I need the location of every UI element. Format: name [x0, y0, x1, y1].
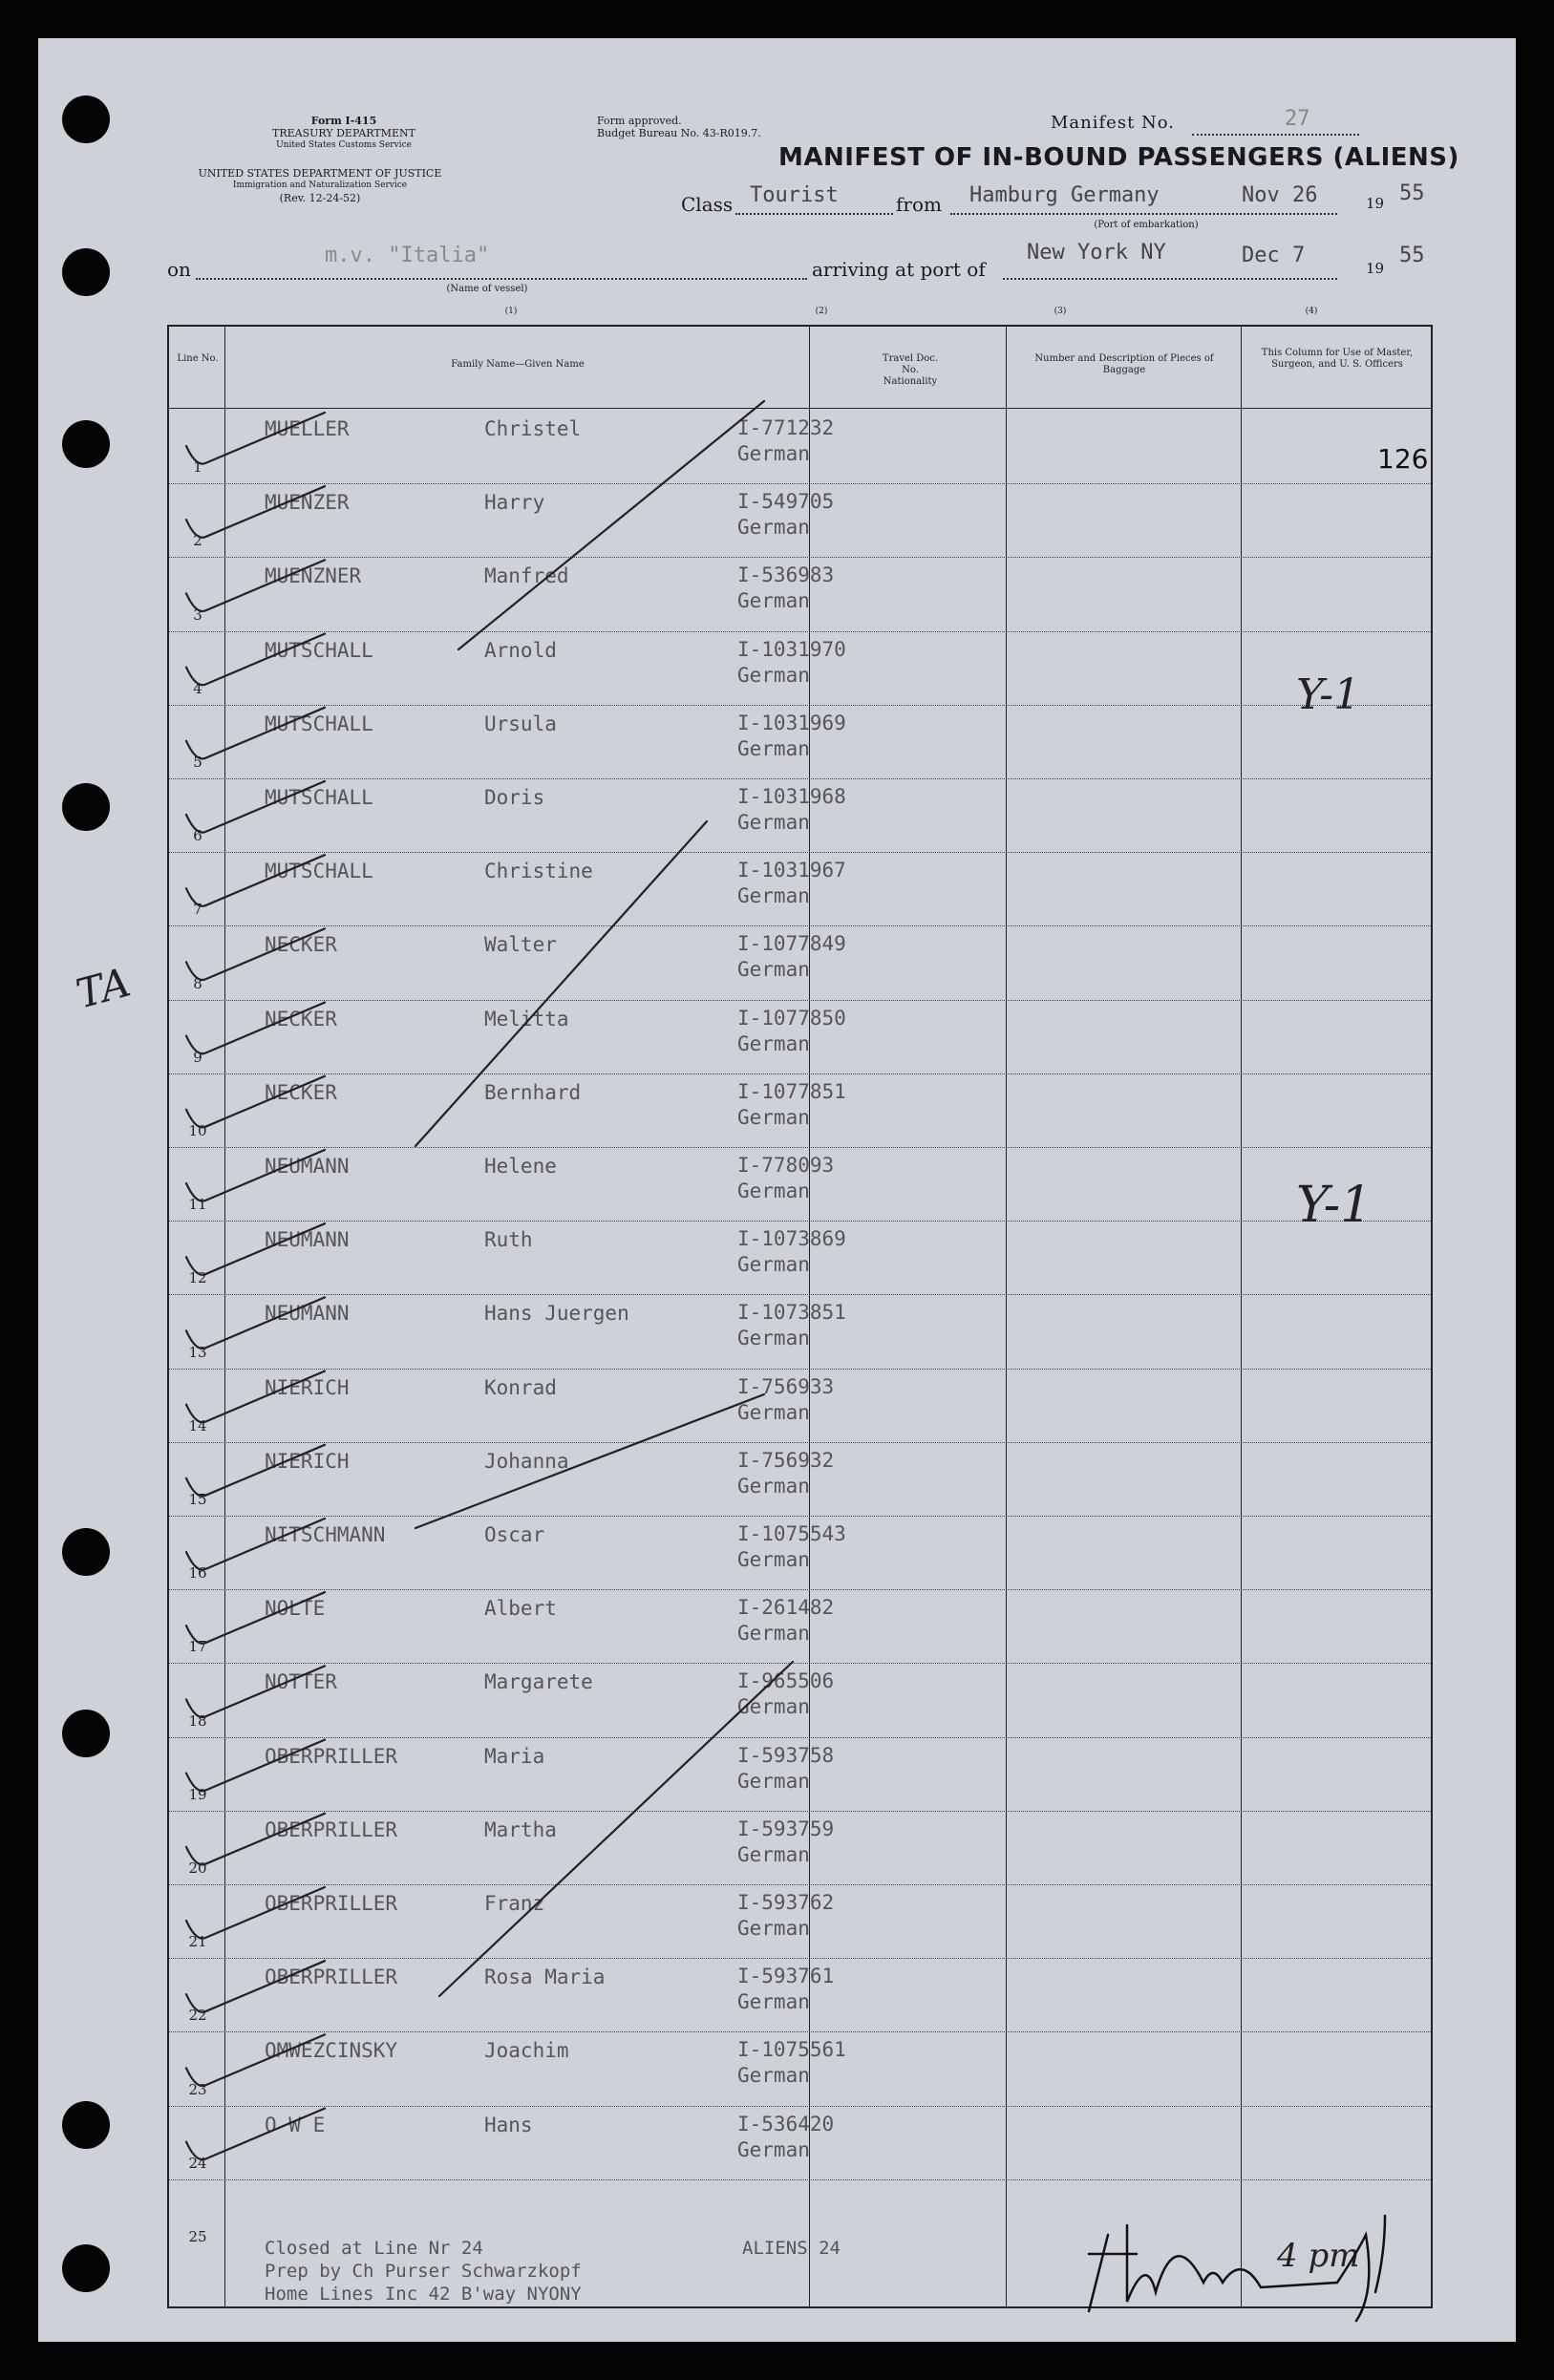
travel-doc-cell	[737, 784, 846, 836]
travel-doc-cell	[737, 931, 846, 983]
from-port-value: Hamburg Germany	[969, 183, 1160, 207]
col-header-name: Family Name—Given Name	[451, 359, 585, 370]
table-row	[169, 1369, 1431, 1442]
line-number: 19	[188, 1785, 207, 1803]
travel-doc-cell	[737, 489, 834, 541]
given-name: Doris	[484, 786, 545, 809]
class-line	[735, 213, 893, 215]
officer-total-count: 126	[1377, 443, 1429, 475]
table-row	[169, 1811, 1431, 1884]
line-number: 2	[193, 532, 202, 550]
travel-doc-cell	[737, 711, 846, 762]
table-row	[169, 1663, 1431, 1736]
family-name: NEUMANN	[265, 1155, 350, 1178]
nationality: German	[737, 1474, 810, 1498]
aliens-total: ALIENS 24	[742, 2238, 841, 2259]
given-name: Christel	[484, 417, 582, 440]
form-approval	[597, 115, 761, 139]
nationality: German	[737, 1548, 810, 1571]
travel-doc-number: I-593761	[737, 1965, 835, 1988]
table-row	[169, 852, 1431, 925]
family-name: OBERPRILLER	[265, 1966, 398, 1989]
form-header-left	[239, 115, 449, 152]
row-divider	[169, 1442, 1431, 1443]
family-name: NIERICH	[265, 1449, 350, 1473]
family-name: O W E	[265, 2113, 326, 2136]
given-name: Ursula	[484, 712, 557, 735]
row-divider	[169, 1516, 1431, 1517]
travel-doc-number: I-1075543	[737, 1522, 846, 1545]
given-name: Martha	[484, 1817, 557, 1841]
family-name: NECKER	[265, 933, 337, 957]
punch-hole	[62, 1710, 110, 1757]
given-name: Harry	[484, 491, 545, 515]
travel-doc-number: I-1073851	[737, 1301, 846, 1325]
travel-doc-number: I-778093	[737, 1154, 835, 1177]
row-divider	[169, 1663, 1431, 1664]
table-row	[169, 2031, 1431, 2105]
travel-doc-number: I-1031967	[737, 859, 846, 882]
line-number: 9	[193, 1048, 202, 1066]
family-name: NOLTE	[265, 1597, 326, 1621]
given-name: Manfred	[484, 564, 569, 588]
travel-doc-cell	[737, 1521, 846, 1573]
travel-doc-number: I-549705	[737, 490, 835, 514]
travel-doc-cell	[737, 1153, 834, 1204]
from-year-value: 55	[1399, 181, 1425, 205]
row-divider	[169, 778, 1431, 779]
family-name: NECKER	[265, 1080, 337, 1104]
col-num-4: (4)	[1305, 307, 1318, 316]
travel-doc-cell	[737, 1079, 846, 1131]
nationality: German	[737, 1622, 810, 1646]
travel-doc-number: I-756933	[737, 1374, 835, 1398]
travel-doc-number: I-536420	[737, 2112, 835, 2136]
line-number: 5	[193, 753, 202, 771]
travel-doc-number: I-1077851	[737, 1079, 846, 1103]
punch-hole	[62, 248, 110, 296]
family-name: OMWEZCINSKY	[265, 2039, 398, 2063]
nationality: German	[737, 1105, 810, 1129]
family-name: MUTSCHALL	[265, 712, 373, 735]
arrival-line	[1003, 278, 1337, 280]
given-name: Oscar	[484, 1523, 545, 1546]
row-divider	[169, 631, 1431, 632]
row-divider	[169, 557, 1431, 558]
row-divider	[169, 1369, 1431, 1370]
nationality: German	[737, 958, 810, 982]
punch-hole	[62, 2101, 110, 2149]
nationality: German	[737, 1179, 810, 1202]
table-row	[169, 1884, 1431, 1958]
budget-bureau: Budget Bureau No. 43-R019.7.	[597, 127, 761, 139]
justice-dept: UNITED STATES DEPARTMENT OF JUSTICE	[198, 167, 442, 180]
table-row	[169, 705, 1431, 778]
travel-doc-cell	[737, 1374, 834, 1426]
nationality: German	[737, 2137, 810, 2161]
travel-doc-cell	[737, 1006, 846, 1057]
line-number: 23	[188, 2080, 207, 2098]
from-label: from	[896, 193, 942, 216]
nationality: German	[737, 1695, 810, 1719]
given-name: Johanna	[484, 1449, 569, 1473]
closed-at-line: Closed at Line Nr 24	[265, 2238, 483, 2259]
travel-doc-cell	[737, 1964, 834, 2015]
row-divider	[169, 1147, 1431, 1148]
family-name: NEUMANN	[265, 1228, 350, 1252]
family-name: OBERPRILLER	[265, 1744, 398, 1768]
given-name: Hans Juergen	[484, 1302, 629, 1326]
col-num-3: (3)	[1054, 307, 1067, 316]
travel-doc-cell	[737, 1817, 834, 1868]
given-name: Arnold	[484, 638, 557, 662]
row-divider	[169, 1221, 1431, 1222]
travel-doc-cell	[737, 1890, 834, 1942]
line-number: 13	[188, 1343, 207, 1361]
travel-doc-number: I-1073869	[737, 1227, 846, 1251]
vessel-value: m.v. "Italia"	[325, 244, 490, 267]
form-number: Form I-415	[310, 115, 377, 127]
family-name: NOTTER	[265, 1670, 337, 1694]
officer-signature	[1070, 2197, 1471, 2330]
given-name: Helene	[484, 1155, 557, 1178]
given-name: Ruth	[484, 1228, 533, 1252]
line-number: 3	[193, 606, 202, 624]
travel-doc-number: I-593758	[737, 1743, 835, 1767]
punch-hole	[62, 420, 110, 468]
given-name: Rosa Maria	[484, 1966, 606, 1989]
line-number: 14	[188, 1416, 207, 1434]
line-number: 20	[188, 1859, 207, 1877]
travel-doc-number: I-1075561	[737, 2038, 846, 2062]
given-name: Joachim	[484, 2039, 569, 2063]
arrival-year-value: 55	[1399, 244, 1425, 267]
arrival-date-value: Dec 7	[1242, 244, 1306, 267]
table-row	[169, 1958, 1431, 2031]
table-row	[169, 410, 1431, 483]
line-number: 21	[188, 1933, 207, 1951]
row-divider	[169, 1073, 1431, 1074]
nationality: German	[737, 1400, 810, 1424]
class-value: Tourist	[750, 183, 839, 207]
vessel-line	[196, 278, 807, 280]
line-number: 1	[193, 458, 202, 477]
col-num-2: (2)	[815, 307, 828, 316]
nationality: German	[737, 1769, 810, 1793]
given-name: Bernhard	[484, 1080, 582, 1104]
row-divider	[169, 852, 1431, 853]
passenger-table	[167, 325, 1433, 2308]
port-embarkation-caption: (Port of embarkation)	[1094, 220, 1199, 230]
page-title: MANIFEST OF IN-BOUND PASSENGERS (ALIENS)	[778, 143, 1459, 172]
line-number: 18	[188, 1711, 207, 1730]
line-number: 22	[188, 2007, 207, 2025]
row-divider	[169, 1737, 1431, 1738]
table-row	[169, 1221, 1431, 1294]
row-divider	[169, 705, 1431, 706]
line-number: 4	[193, 679, 202, 697]
from-date-value: Nov 26	[1242, 183, 1318, 207]
arriving-label: arriving at port of	[812, 258, 986, 281]
revision: (Rev. 12-24-52)	[279, 192, 361, 204]
table-row	[169, 1589, 1431, 1663]
row-divider	[169, 1958, 1431, 1959]
nationality: German	[737, 811, 810, 834]
prepared-by: Prep by Ch Purser Schwarzkopf	[265, 2261, 582, 2282]
given-name: Margarete	[484, 1670, 593, 1694]
family-name: MUTSCHALL	[265, 786, 373, 809]
family-name: OBERPRILLER	[265, 1817, 398, 1841]
travel-doc-cell	[737, 637, 846, 689]
on-label: on	[167, 258, 191, 281]
given-name: Walter	[484, 933, 557, 957]
given-name: Franz	[484, 1892, 545, 1915]
travel-doc-number: I-1077849	[737, 932, 846, 956]
margin-ta-mark: TA	[71, 958, 136, 1018]
travel-doc-cell	[737, 1743, 834, 1795]
punch-hole	[62, 1528, 110, 1576]
nationality: German	[737, 663, 810, 687]
table-row	[169, 1294, 1431, 1368]
family-name: MUTSCHALL	[265, 638, 373, 662]
nationality: German	[737, 1327, 810, 1350]
travel-doc-cell	[737, 858, 846, 909]
travel-doc-cell	[737, 415, 834, 467]
family-name: NIERICH	[265, 1375, 350, 1399]
col-header-line-no: Line No.	[177, 353, 219, 364]
from-line	[950, 213, 1337, 215]
travel-doc-number: I-771232	[737, 416, 835, 439]
travel-doc-cell	[737, 1595, 834, 1647]
nationality: German	[737, 884, 810, 908]
nationality: German	[737, 2064, 810, 2088]
row-divider	[169, 1811, 1431, 1812]
line-number: 6	[193, 827, 202, 845]
family-name: OBERPRILLER	[265, 1892, 398, 1915]
table-row	[169, 1442, 1431, 1516]
travel-doc-number: I-1031968	[737, 785, 846, 808]
row-divider	[169, 2106, 1431, 2107]
table-row	[169, 925, 1431, 999]
table-row	[169, 1737, 1431, 1811]
manifest-no-value: 27	[1285, 107, 1310, 131]
travel-doc-cell	[737, 1668, 834, 1720]
family-name: NEUMANN	[265, 1302, 350, 1326]
nationality: German	[737, 516, 810, 540]
col-header-travel-doc: Travel Doc. No. Nationality	[882, 353, 939, 387]
table-row	[169, 1000, 1431, 1073]
row-divider	[169, 1884, 1431, 1885]
line-number: 10	[188, 1121, 207, 1139]
line-number: 15	[188, 1490, 207, 1508]
row-divider	[169, 925, 1431, 926]
col-header-officers: This Column for Use of Master, Surgeon, and U. S. Officers	[1261, 348, 1414, 370]
row-divider	[169, 1294, 1431, 1295]
travel-doc-number: I-1031970	[737, 637, 846, 661]
travel-doc-number: I-756932	[737, 1448, 835, 1472]
row-divider	[169, 1589, 1431, 1590]
nationality: German	[737, 1917, 810, 1940]
nationality: German	[737, 736, 810, 760]
line-number: 25	[188, 2227, 207, 2245]
family-name: NECKER	[265, 1007, 337, 1031]
travel-doc-cell	[737, 1448, 834, 1499]
travel-doc-number: I-593762	[737, 1891, 835, 1914]
table-row	[169, 778, 1431, 852]
manifest-page	[38, 38, 1516, 2342]
table-row	[169, 1516, 1431, 1589]
form-approved: Form approved.	[597, 115, 682, 127]
header-divider	[169, 408, 1431, 409]
family-name: NITSCHMANN	[265, 1523, 386, 1546]
given-name: Konrad	[484, 1375, 557, 1399]
nationality: German	[737, 1031, 810, 1055]
travel-doc-cell	[737, 2112, 834, 2163]
given-name: Hans	[484, 2113, 533, 2136]
punch-hole	[62, 2244, 110, 2292]
travel-doc-number: I-1077850	[737, 1006, 846, 1030]
customs-service: United States Customs Service	[276, 140, 412, 150]
table-row	[169, 631, 1431, 705]
row-divider	[169, 483, 1431, 484]
table-row	[169, 483, 1431, 557]
row-divider	[169, 2179, 1431, 2180]
travel-doc-number: I-965506	[737, 1669, 835, 1693]
arrival-year-prefix: 19	[1366, 260, 1385, 277]
line-number: 12	[188, 1269, 207, 1287]
travel-doc-cell	[737, 563, 834, 614]
signature-time: 4 pm	[1277, 2237, 1360, 2275]
line-number: 8	[193, 974, 202, 992]
travel-doc-number: I-1031969	[737, 711, 846, 734]
family-name: MUTSCHALL	[265, 860, 373, 883]
punch-hole	[62, 96, 110, 143]
table-row	[169, 1147, 1431, 1221]
nationality: German	[737, 1253, 810, 1277]
officer-mark-row11: Y-1	[1296, 1177, 1373, 1234]
travel-doc-cell	[737, 1226, 846, 1278]
family-name: MUENZNER	[265, 564, 362, 588]
table-row	[169, 1073, 1431, 1147]
punch-hole	[62, 783, 110, 831]
line-number: 11	[188, 1196, 207, 1214]
nationality: German	[737, 1990, 810, 2014]
line-number: 16	[188, 1564, 207, 1583]
from-year-prefix: 19	[1366, 195, 1385, 212]
table-row	[169, 557, 1431, 630]
nationality: German	[737, 1842, 810, 1866]
vessel-caption: (Name of vessel)	[446, 284, 528, 294]
table-row	[169, 2106, 1431, 2179]
row-divider	[169, 1000, 1431, 1001]
line-number: 7	[193, 901, 202, 919]
given-name: Christine	[484, 860, 593, 883]
travel-doc-number: I-536983	[737, 563, 835, 587]
travel-doc-cell	[737, 1300, 846, 1351]
travel-doc-number: I-261482	[737, 1596, 835, 1620]
given-name: Melitta	[484, 1007, 569, 1031]
col-header-baggage: Number and Description of Pieces of Baggage	[1034, 353, 1214, 375]
line-number: 17	[188, 1638, 207, 1656]
manifest-no-label: Manifest No.	[1051, 113, 1176, 133]
manifest-no-line	[1192, 134, 1359, 136]
arrival-port-value: New York NY	[1027, 241, 1166, 265]
travel-doc-number: I-593759	[737, 1817, 835, 1840]
line-number: 24	[188, 2154, 207, 2172]
officer-mark-row4: Y-1	[1296, 670, 1361, 719]
given-name: Maria	[484, 1744, 545, 1768]
given-name: Albert	[484, 1597, 557, 1621]
class-label: Class	[681, 193, 734, 216]
col-num-1: (1)	[504, 307, 518, 316]
nationality: German	[737, 589, 810, 613]
travel-doc-cell	[737, 2037, 846, 2089]
ins-service: Immigration and Naturalization Service	[232, 181, 408, 190]
nationality: German	[737, 442, 810, 465]
family-name: MUENZER	[265, 491, 350, 515]
treasury-dept: TREASURY DEPARTMENT	[272, 127, 415, 139]
row-divider	[169, 2031, 1431, 2032]
family-name: MUELLER	[265, 417, 350, 440]
home-lines-address: Home Lines Inc 42 B'way NYONY	[265, 2284, 582, 2305]
form-header-justice	[167, 167, 473, 204]
